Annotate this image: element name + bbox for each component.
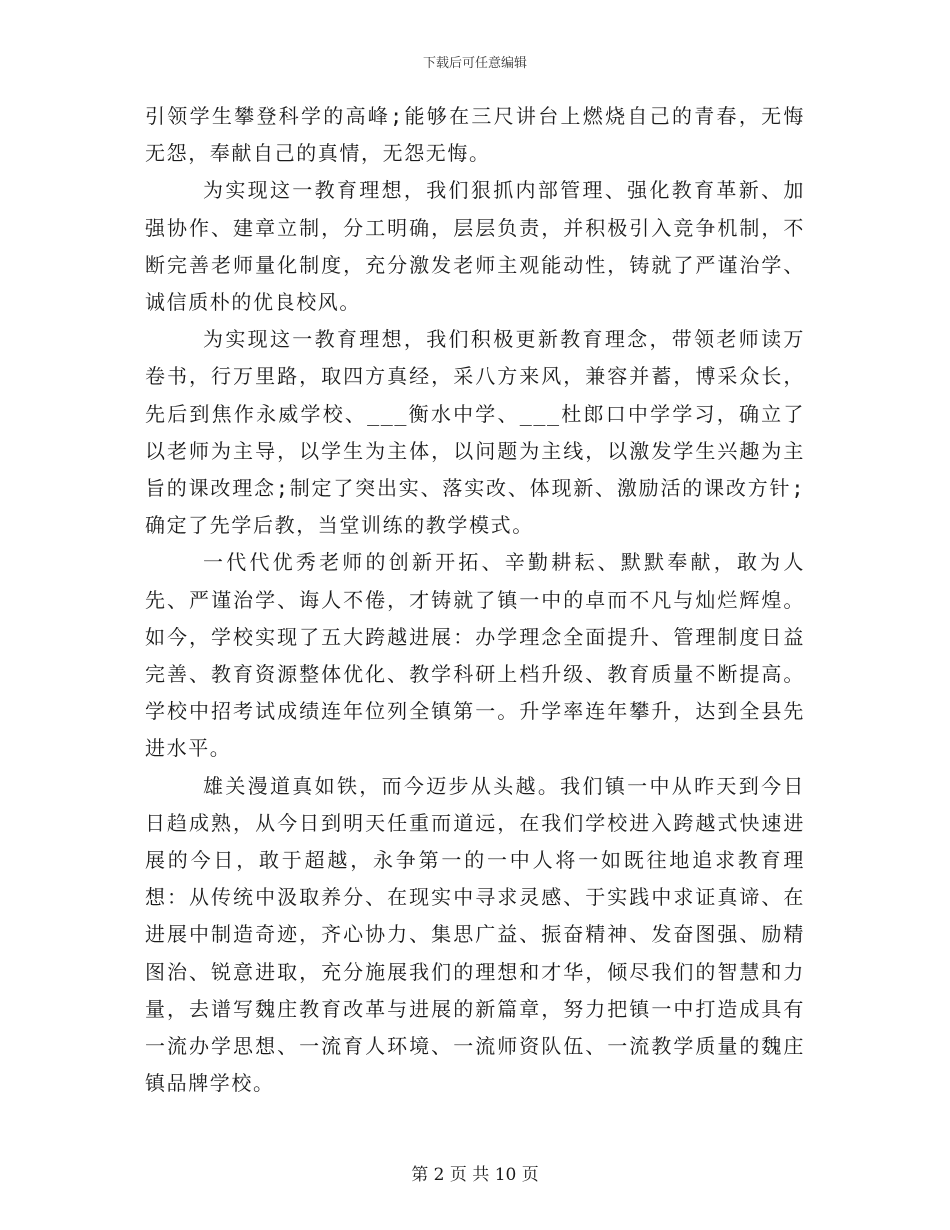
document-body bbox=[145, 98, 805, 1102]
paragraph-management: 为实现这一教育理想，我们狠抓内部管理、强化教育革新、加强协作、建章立制，分工明确，层层负责，并积极引入竞争机制，不断完善老师量化制度，充分激发老师主观能动性，铸就了严谨治学、诚信质朴的优良校风。 bbox=[145, 178, 805, 315]
paragraph-future: 雄关漫道真如铁，而今迈步从头越。我们镇一中从昨天到今日日趋成熟，从今日到明天任重而道远，在我们学校进入跨越式快速进展的今日，敢于超越，永争第一的一中人将一如既往地追求教育理想：从传统中汲取养分、在现实中寻求灵感、于实践中求证真谛、在进展中制造奇迹，齐心协力、集思广益、振奋精神、发奋图强、励精图治、锐意进取，充分施展我们的理想和才华，倾尽我们的智慧和力量，去谱写魏庄教育改革与进展的新篇章，努力把镇一中打造成具有一流办学思想、一流育人环境、一流师资队伍、一流教学质量的魏庄镇品牌学校。 bbox=[145, 773, 805, 1096]
page-number: 第 2 页 共 10 页 bbox=[411, 1165, 539, 1185]
paragraph-continued: 引领学生攀登科学的高峰;能够在三尺讲台上燃烧自己的青春，无悔无怨，奉献自己的真情，无怨无悔。 bbox=[145, 104, 805, 166]
paragraph-achievements: 一代代优秀老师的创新开拓、辛勤耕耘、默默奉献，敢为人先、严谨治学、诲人不倦，才铸就了镇一中的卓而不凡与灿烂辉煌。如今，学校实现了五大跨越进展：办学理念全面提升、管理制度日益完善、教育资源整体优化、教学科研上档升级、教育质量不断提高。学校中招考试成绩连年位列全镇第一。升学率连年攀升，达到全县先进水平。 bbox=[145, 550, 805, 761]
page-header-note: 下载后可任意编辑 bbox=[422, 56, 527, 71]
paragraph-education-concept: 为实现这一教育理想，我们积极更新教育理念，带领老师读万卷书，行万里路，取四方真经，采八方来风，兼容并蓄，博采众长，先后到焦作永威学校、___衡水中学、___杜郎口中学学习，确立了以老师为主导，以学生为主体，以问题为主线，以激发学生兴趣为主旨的课改理念;制定了突出实、落实改、体现新、激励活的课改方针;确定了先学后教，当堂训练的教学模式。 bbox=[145, 327, 805, 538]
